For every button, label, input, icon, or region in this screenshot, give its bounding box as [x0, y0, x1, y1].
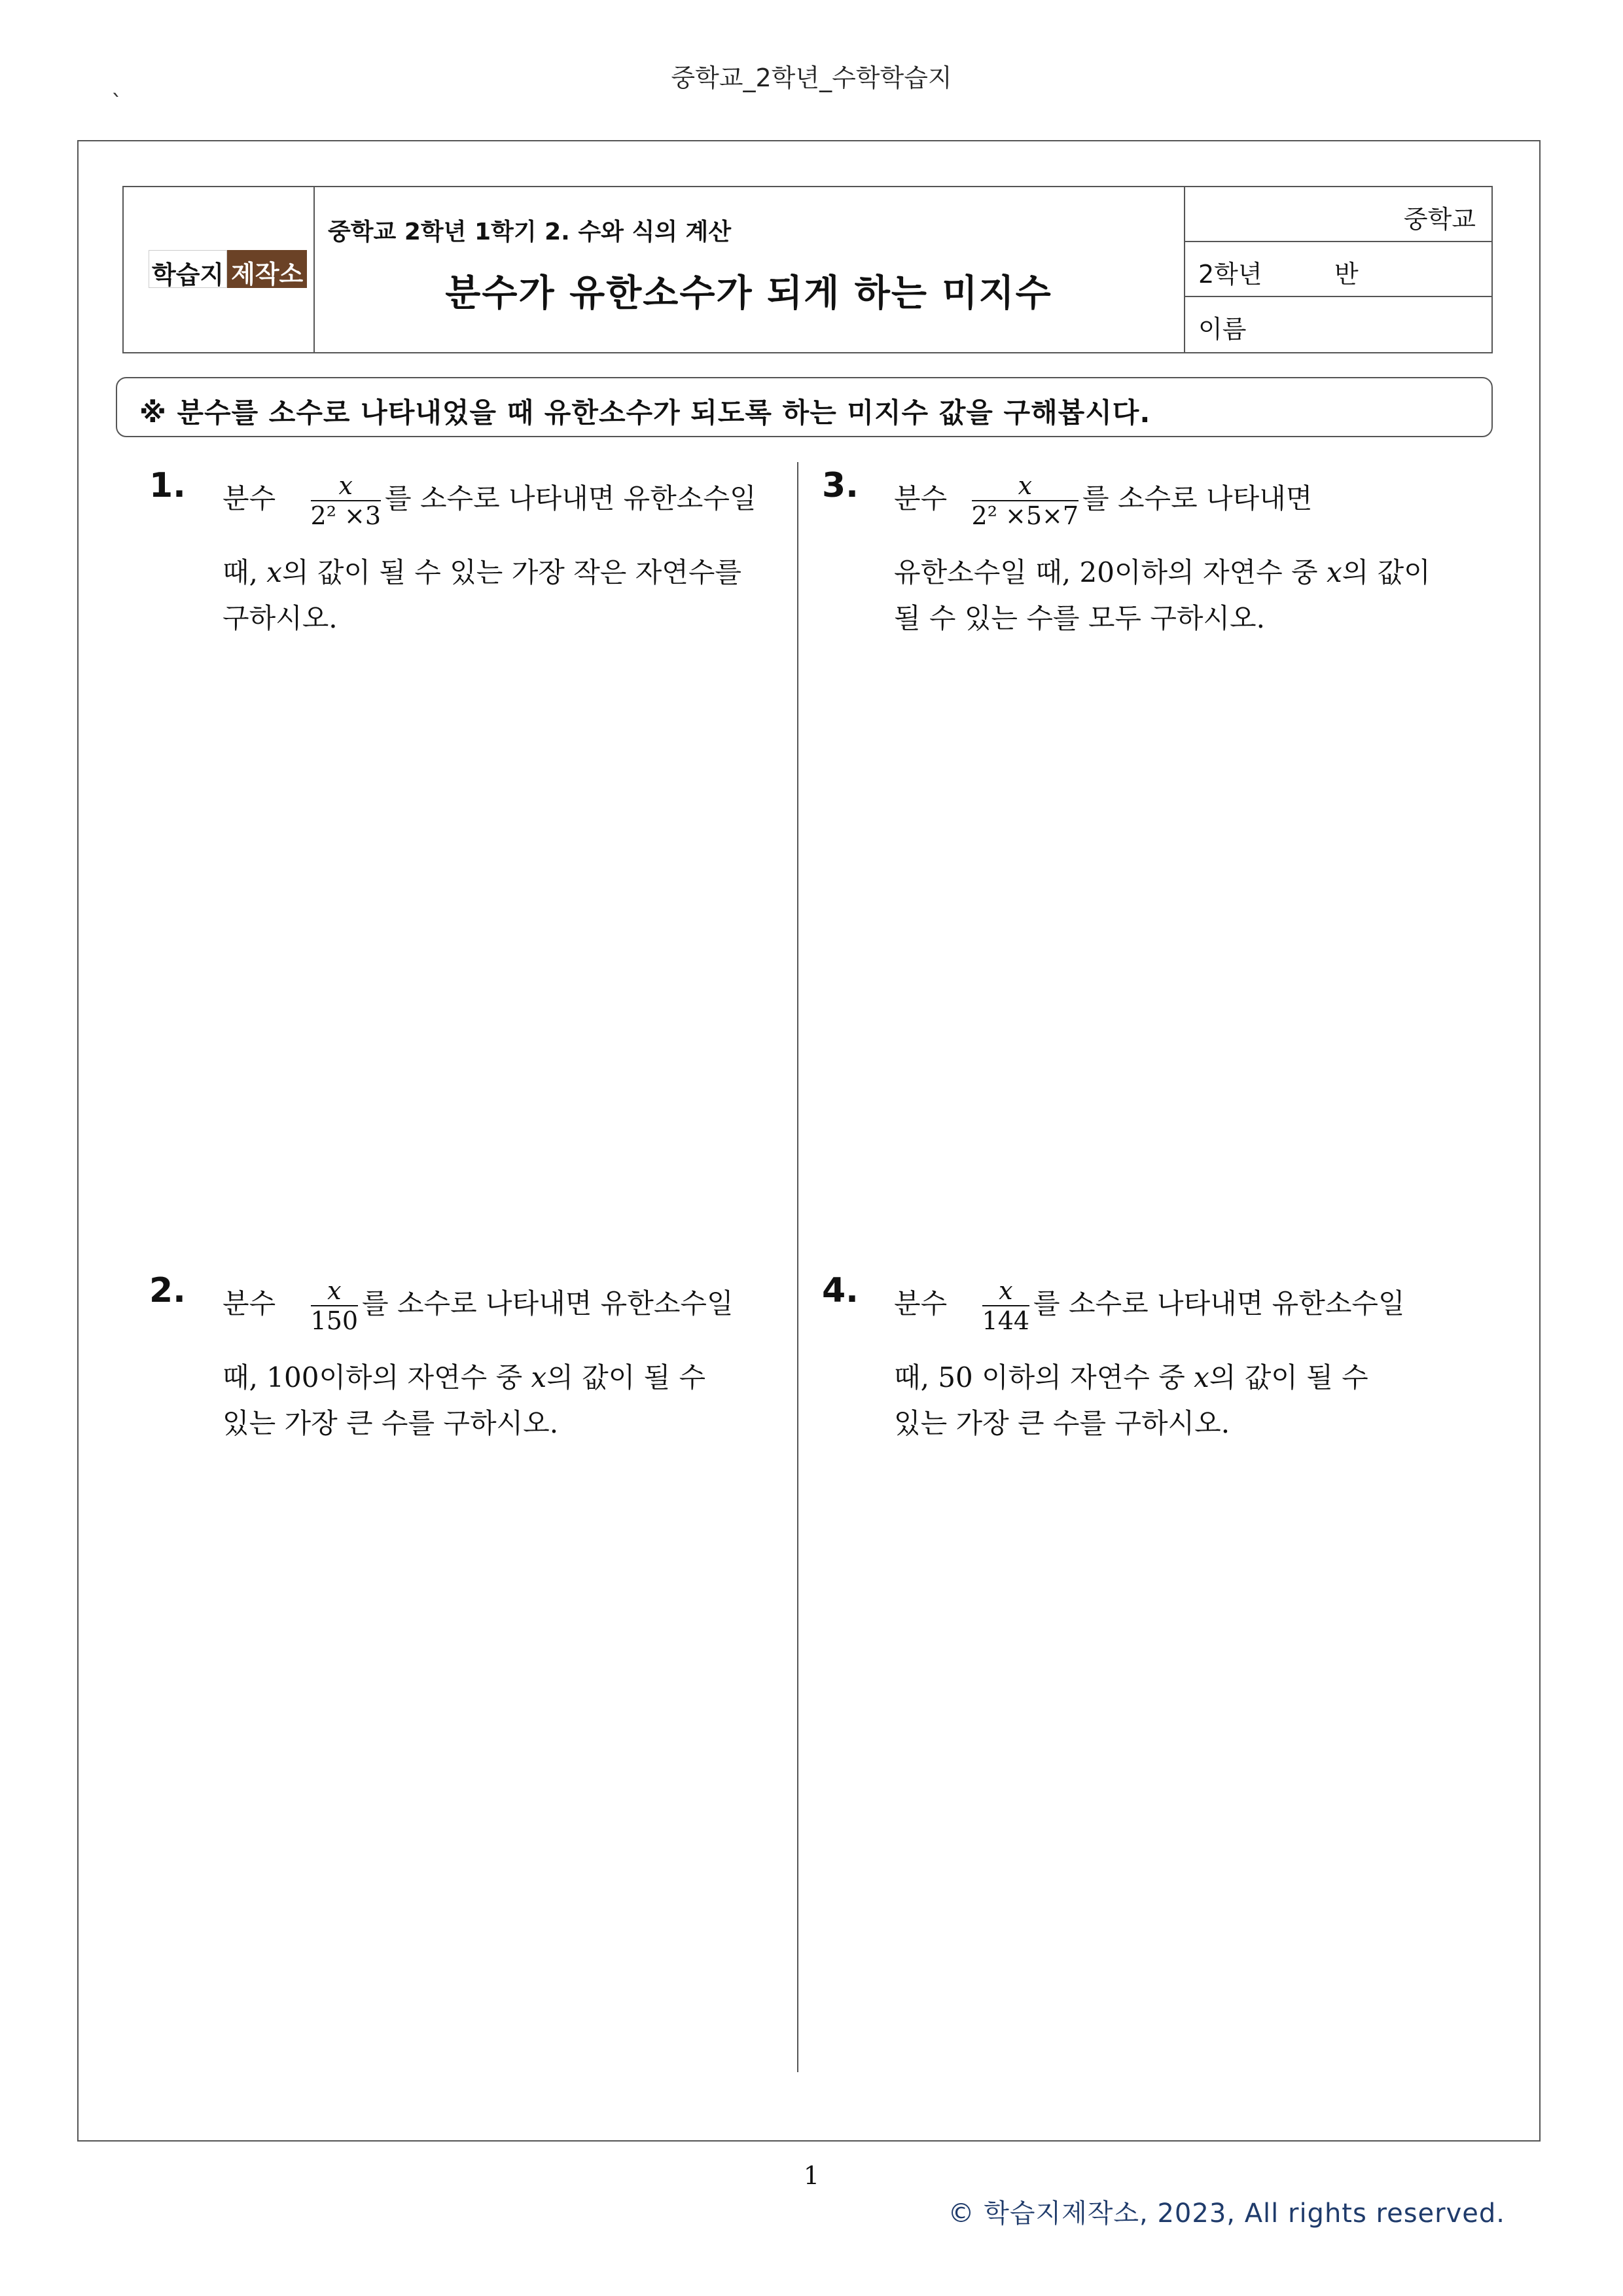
problem-2-fraction [311, 1276, 359, 1335]
problem-2-fraction-numerator: x [311, 1276, 359, 1306]
problem-2-number: 2. [149, 1271, 186, 1310]
school-row [1184, 187, 1491, 242]
stray-mark: ` [111, 90, 122, 117]
problem-2-lead: 분수 [223, 1287, 276, 1319]
problem-1-fraction-numerator: x [311, 471, 382, 501]
problem-3-number: 3. [822, 466, 859, 505]
problem-4-number: 4. [822, 1271, 859, 1310]
problem-4-variable: x [1194, 1361, 1209, 1393]
column-divider [797, 462, 798, 2072]
problem-1-lead: 분수 [223, 482, 276, 514]
name-row [1184, 297, 1491, 352]
problem-4-after-fraction: 를 소수로 나타내면 유한소수일 [1033, 1287, 1405, 1319]
problem-4-line-3: 있는 가장 큰 수를 구하시오. [894, 1407, 1230, 1439]
grade-row [1184, 242, 1491, 297]
logo-part-2: 제작소 [227, 250, 307, 288]
worksheet-title: 분수가 유한소수가 되게 하는 미지수 [445, 272, 1052, 315]
problem-2-line-3: 있는 가장 큰 수를 구하시오. [223, 1407, 559, 1439]
problem-2-line-2-post: 의 값이 될 수 [546, 1361, 706, 1393]
problem-3-line-2-post: 의 값이 [1342, 556, 1431, 588]
class-label: 반 [1334, 260, 1359, 289]
problem-1-line-1 [223, 471, 757, 530]
publisher-logo [149, 250, 307, 288]
logo-part-1: 학습지 [149, 250, 227, 288]
problem-2-line-1 [223, 1276, 734, 1335]
problem-3-fraction-denominator: 2² ×5×7 [971, 501, 1079, 530]
problem-4-line-1 [894, 1276, 1405, 1335]
logo-cell [124, 187, 315, 352]
problem-3-variable: x [1326, 556, 1342, 588]
page-header: 중학교_2학년_수학학습지 [671, 63, 952, 92]
problem-3-fraction [972, 471, 1079, 530]
problem-2-variable: x [531, 1361, 547, 1393]
problem-1-line-3: 구하시오. [223, 602, 338, 634]
problem-4-fraction-denominator: 144 [982, 1306, 1030, 1335]
problem-4-lead: 분수 [894, 1287, 948, 1319]
problem-1-fraction-denominator: 2² ×3 [310, 501, 382, 530]
problem-2-line-2 [223, 1355, 705, 1401]
problem-3-line-3: 될 수 있는 수를 모두 구하시오. [894, 602, 1265, 634]
problem-3-line-2-pre: 유한소수일 때, 20이하의 자연수 중 [894, 556, 1327, 588]
school-label: 중학교 [1403, 205, 1476, 234]
problem-4-fraction-numerator: x [982, 1276, 1030, 1306]
problem-2-fraction-denominator: 150 [310, 1306, 359, 1335]
problem-1-variable: x [266, 556, 282, 588]
problem-4-fraction [982, 1276, 1030, 1335]
grade-label: 2학년 [1198, 260, 1262, 289]
problem-3-fraction-numerator: x [972, 471, 1079, 501]
problem-1-line-2-post: 의 값이 될 수 있는 가장 작은 자연수를 [281, 556, 742, 588]
problem-3-line-2 [894, 550, 1431, 596]
copyright-notice: © 학습지제작소, 2023, All rights reserved. [948, 2198, 1505, 2229]
problem-1-line-2-pre: 때, [223, 556, 267, 588]
problem-1-number: 1. [149, 466, 186, 505]
problem-1-fraction [311, 471, 382, 530]
problem-3-line-1 [894, 471, 1312, 530]
name-label: 이름 [1198, 315, 1247, 344]
problem-1-after-fraction: 를 소수로 나타내면 유한소수일 [385, 482, 757, 514]
problem-3-after-fraction: 를 소수로 나타내면 [1082, 482, 1313, 514]
title-table [122, 186, 1493, 353]
problem-4-line-2 [894, 1355, 1368, 1401]
problem-2-line-2-pre: 때, 100이하의 자연수 중 [223, 1361, 531, 1393]
problem-2-after-fraction: 를 소수로 나타내면 유한소수일 [362, 1287, 734, 1319]
student-info-cell [1184, 187, 1491, 352]
problem-3-lead: 분수 [894, 482, 948, 514]
page-frame [77, 140, 1541, 2142]
unit-subtitle: 중학교 2학년 1학기 2. 수와 식의 계산 [328, 219, 732, 245]
instruction-box [116, 377, 1493, 437]
problem-4-line-2-post: 의 값이 될 수 [1209, 1361, 1368, 1393]
problem-4-line-2-pre: 때, 50 이하의 자연수 중 [894, 1361, 1194, 1393]
page-number: 1 [803, 2161, 820, 2190]
instruction-text: ※ 분수를 소수로 나타내었을 때 유한소수가 되도록 하는 미지수 값을 구해봅시다. [139, 397, 1151, 429]
title-cell [313, 187, 1185, 352]
problem-1-line-2 [223, 550, 741, 596]
